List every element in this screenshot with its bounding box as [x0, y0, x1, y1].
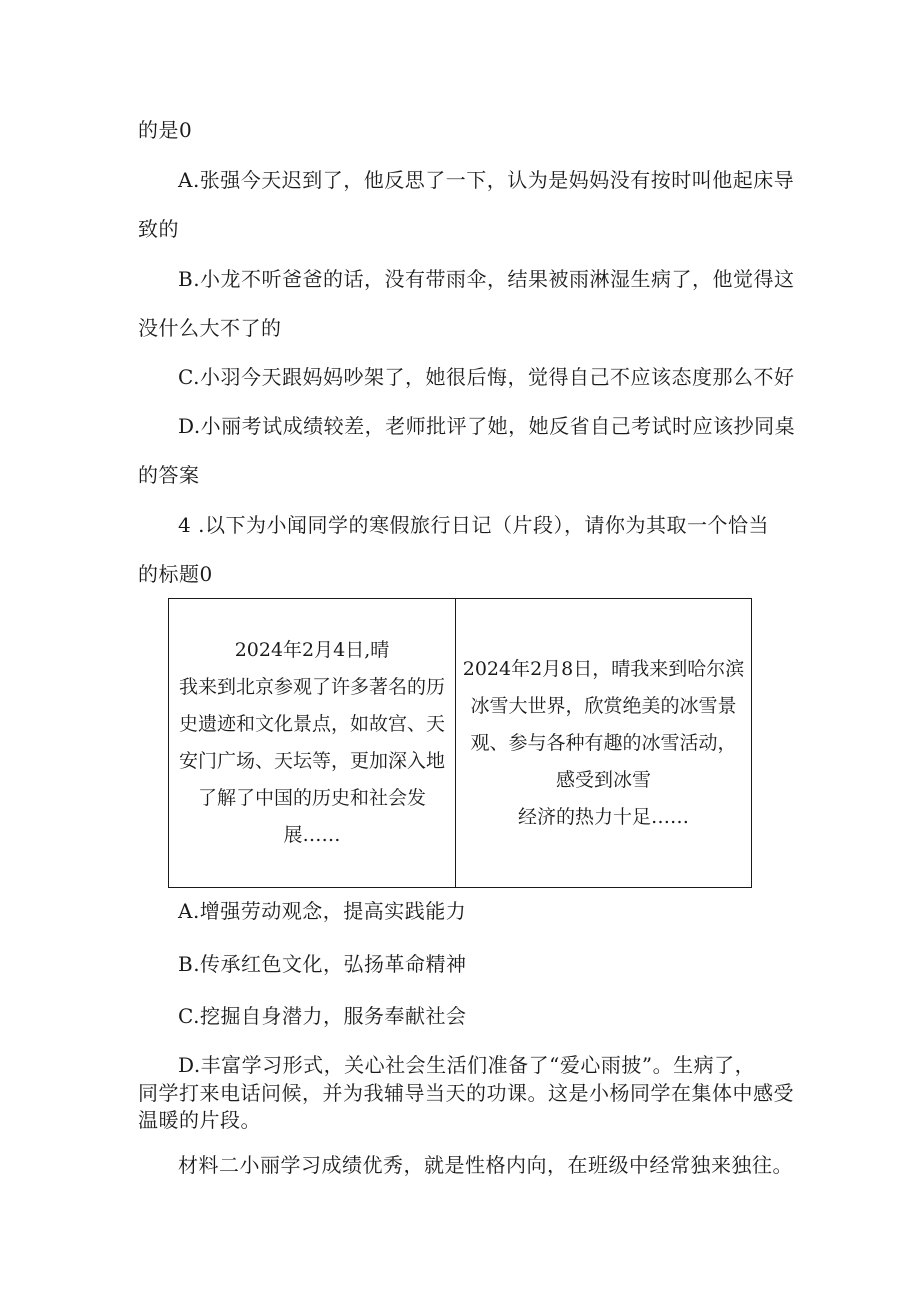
- diary-cell-beijing: [169, 599, 456, 888]
- q3-option-b-cont: 没什么大不了的: [138, 316, 282, 340]
- q4-option-d-cont: 同学打来电话问候，并为我辅导当天的功课。这是小杨同学在集体中感受: [138, 1081, 794, 1105]
- diary-line: 经济的热力十足……: [517, 805, 689, 828]
- diary-line: 我来到北京参观了许多著名的历: [178, 676, 445, 698]
- q3-option-d-cont: 的答案: [138, 463, 200, 487]
- diary-line: 展……: [283, 824, 341, 846]
- q4-option-c: C.挖掘自身潜力，服务奉献社会: [178, 1004, 467, 1028]
- diary-line: 2024年2月4日,晴: [234, 639, 390, 661]
- diary-line: 感受到冰雪: [555, 768, 651, 791]
- q4-option-a: A.增强劳动观念，提高实践能力: [178, 899, 467, 923]
- q3-stem-tail: 的是0: [138, 118, 193, 142]
- diary-line: 冰雪大世界，欣赏绝美的冰雪景: [470, 694, 737, 717]
- material-2: 材料二小丽学习成绩优秀，就是性格内向，在班级中经常独来独往。: [178, 1153, 793, 1177]
- q3-option-d: D.小丽考试成绩较差，老师批评了她，她反省自己考试时应该抄同桌: [178, 414, 796, 438]
- q4-option-d: D.丰富学习形式，关心社会生活们准备了“爱心雨披”。生病了，: [178, 1053, 756, 1077]
- diary-line: 观、参与各种有趣的冰雪活动，: [470, 731, 737, 754]
- diary-line: 了解了中国的历史和社会发: [197, 787, 426, 809]
- q3-option-a: A.张强今天迟到了，他反思了一下，认为是妈妈没有按时叫他起床导: [178, 168, 795, 192]
- diary-line: 史遗迹和文化景点，如故宫、天: [178, 713, 445, 735]
- q4-option-b: B.传承红色文化，弘扬革命精神: [178, 952, 467, 976]
- q4-option-d-cont: 温暖的片段。: [138, 1108, 261, 1132]
- diary-table: [168, 598, 752, 888]
- q4-stem-cont: 的标题0: [138, 562, 213, 586]
- q4-stem: 4 .以下为小闻同学的寒假旅行日记（片段），请你为其取一个恰当: [178, 513, 769, 537]
- diary-line: 2024年2月8日，晴我来到哈尔滨: [462, 657, 745, 680]
- diary-cell-harbin: [456, 599, 752, 888]
- q3-option-b: B.小龙不听爸爸的话，没有带雨伞，结果被雨淋湿生病了，他觉得这: [178, 267, 795, 291]
- q3-option-c: C.小羽今天跟妈妈吵架了，她很后悔，觉得自己不应该态度那么不好: [178, 365, 795, 389]
- q3-option-a-cont: 致的: [138, 217, 179, 241]
- diary-line: 安门广场、天坛等，更加深入地: [178, 750, 445, 772]
